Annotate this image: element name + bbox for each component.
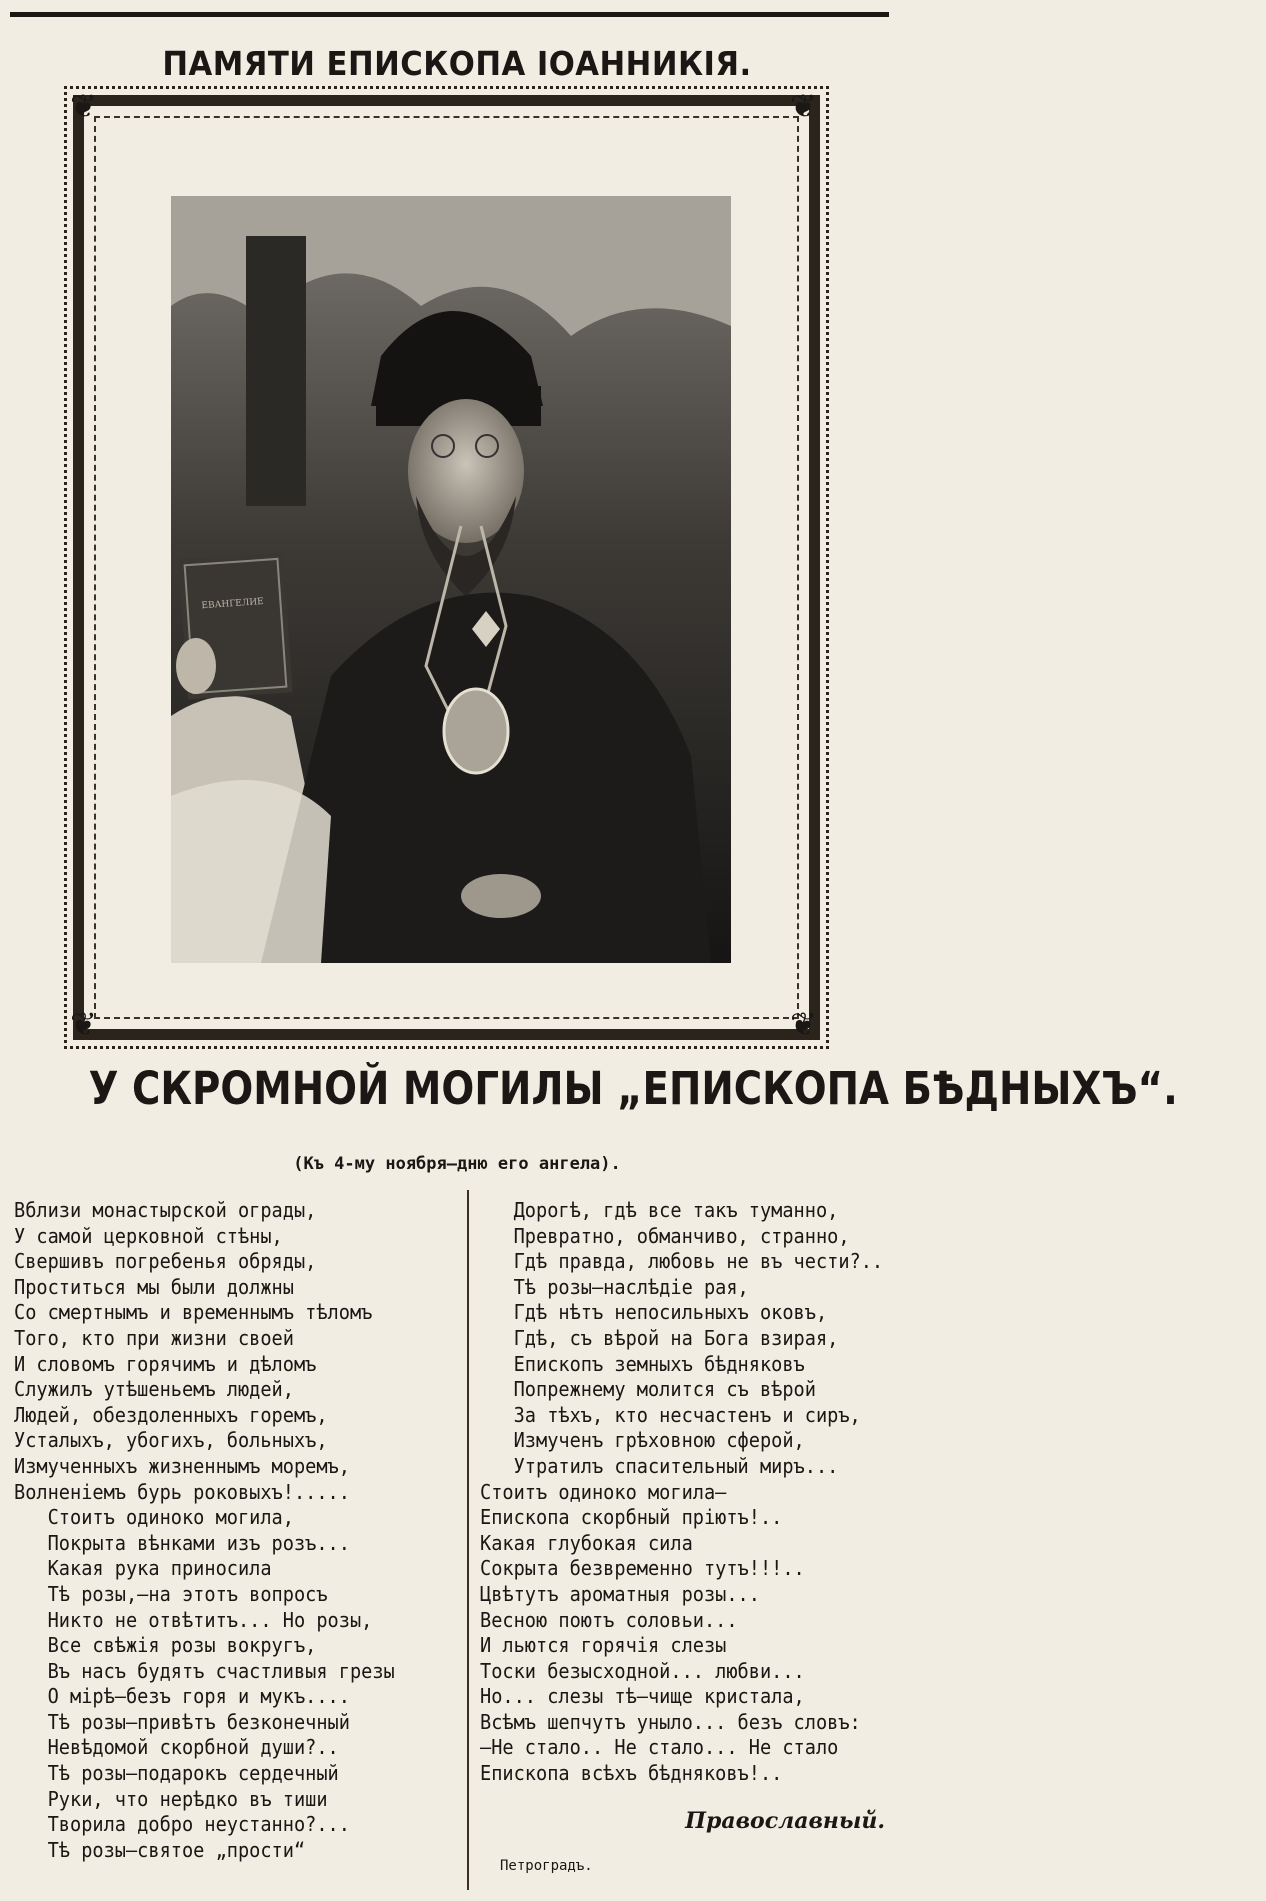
poem-line: Измученъ грѣховною сферой, (480, 1428, 805, 1453)
poem-line: Епископа всѣхъ бѣдняковъ!.. (480, 1761, 783, 1786)
poem-line: Но... слезы тѣ—чище кристала, (480, 1684, 805, 1709)
poem-line: Вблизи монастырской ограды, (14, 1198, 317, 1222)
poem-line: Людей, обездоленныхъ горемъ, (14, 1402, 328, 1427)
poem-line: Измученныхъ жизненнымъ моремъ, (14, 1453, 350, 1478)
poem-line: Тѣ розы,—на этотъ вопросъ (14, 1581, 328, 1606)
poem-line: Все свѣжія розы вокругъ, (14, 1633, 317, 1658)
poem-line: Со смертнымъ и временнымъ тѣломъ (14, 1300, 373, 1325)
place-dateline: Петроградъ. (500, 1858, 593, 1874)
poem-line: Усталыхъ, убогихъ, больныхъ, (14, 1428, 328, 1453)
poem-line: Дорогѣ, гдѣ все такъ туманно, (480, 1198, 839, 1222)
poem-line: Тѣ розы—подарокъ сердечный (14, 1761, 339, 1786)
poem-line: За тѣхъ, кто несчастенъ и сиръ, (480, 1402, 861, 1427)
poem-line: Епископъ земныхъ бѣдняковъ (480, 1351, 805, 1376)
poem-column-right (480, 1198, 900, 1787)
corner-ornament-icon: ❦ (70, 1005, 97, 1043)
corner-ornament-icon: ❦ (790, 87, 817, 125)
poem-line: Свершивъ погребенья обряды, (14, 1249, 317, 1274)
poem-line: Попрежнему молится съ вѣрой (480, 1377, 816, 1402)
poem-line: Тѣ розы—наслѣдіе рая, (480, 1274, 749, 1299)
book-title-text: ЕВАНГЕЛИЕ (201, 596, 265, 612)
poem-line: Какая рука приносила (14, 1556, 272, 1581)
page-heading: ПАМЯТИ ЕПИСКОПА ІОАННИКІЯ. (162, 44, 752, 83)
bishop-portrait-photo (171, 196, 731, 963)
poem-line: Превратно, обманчиво, странно, (480, 1223, 850, 1248)
poem-line: Тѣ розы—святое „прости“ (14, 1837, 306, 1862)
poem-line: Никто не отвѣтитъ... Но розы, (14, 1607, 373, 1632)
article-title-text: У СКРОМНОЙ МОГИЛЫ „ЕПИСКОПА БѢДНЫХЪ“. (88, 1062, 1178, 1115)
poem-line: Весною поютъ соловьи... (480, 1607, 738, 1632)
poem-line: Сокрыта безвременно тутъ!!!.. (480, 1556, 805, 1581)
poem-line: Того, кто при жизни своей (14, 1325, 294, 1350)
poem-line: Какая глубокая сила (480, 1530, 693, 1555)
poem-line: Творила добро неустанно?... (14, 1812, 350, 1837)
poem-line: Руки, что нерѣдко въ тиши (14, 1786, 328, 1811)
poem-line: Волненіемъ бурь роковыхъ!..... (14, 1479, 350, 1504)
poem-line: Гдѣ, съ вѣрой на Бога взирая, (480, 1325, 839, 1350)
poem-column-left (14, 1198, 454, 1863)
poem-line: И льются горячія слезы (480, 1633, 727, 1658)
poem-line: Въ насъ будятъ счастливыя грезы (14, 1658, 395, 1683)
poem-line: Невѣдомой скорбной души?.. (14, 1735, 339, 1760)
poem-line: Тѣ розы—привѣтъ безконечный (14, 1709, 350, 1734)
poem-line: Стоитъ одиноко могила, (14, 1505, 294, 1530)
poem-line: У самой церковной стѣны, (14, 1223, 283, 1248)
column-divider (467, 1190, 469, 1890)
poem-line: Епископа скорбный пріютъ!.. (480, 1505, 783, 1530)
article-title (0, 1062, 1178, 1115)
top-rule (10, 12, 889, 17)
poem-line: Проститься мы были должны (14, 1274, 294, 1299)
poem-line: Всѣмъ шепчутъ уныло... безъ словъ: (480, 1709, 861, 1734)
poem-line: И словомъ горячимъ и дѣломъ (14, 1351, 317, 1376)
poem-line: —Не стало.. Не стало... Не стало (480, 1735, 839, 1760)
article-subtitle: (Къ 4-му ноября—дню его ангела). (293, 1154, 621, 1174)
poem-line: Цвѣтутъ ароматныя розы... (480, 1581, 760, 1606)
poem-line: Служилъ утѣшеньемъ людей, (14, 1377, 294, 1402)
poem-line: Покрыта вѣнками изъ розъ... (14, 1530, 350, 1555)
poem-line: Утратилъ спасительный миръ... (480, 1453, 839, 1478)
author-signature: Православный. (685, 1808, 885, 1834)
poem-line: Стоитъ одиноко могила— (480, 1479, 727, 1504)
poem-line: О мірѣ—безъ горя и мукъ.... (14, 1684, 350, 1709)
poem-line: Гдѣ правда, любовь не въ чести?.. (480, 1249, 884, 1274)
corner-ornament-icon: ❦ (790, 1005, 817, 1043)
corner-ornament-icon: ❦ (70, 87, 97, 125)
poem-line: Тоски безысходной... любви... (480, 1658, 805, 1683)
poem-line: Гдѣ нѣтъ непосильныхъ оковъ, (480, 1300, 828, 1325)
